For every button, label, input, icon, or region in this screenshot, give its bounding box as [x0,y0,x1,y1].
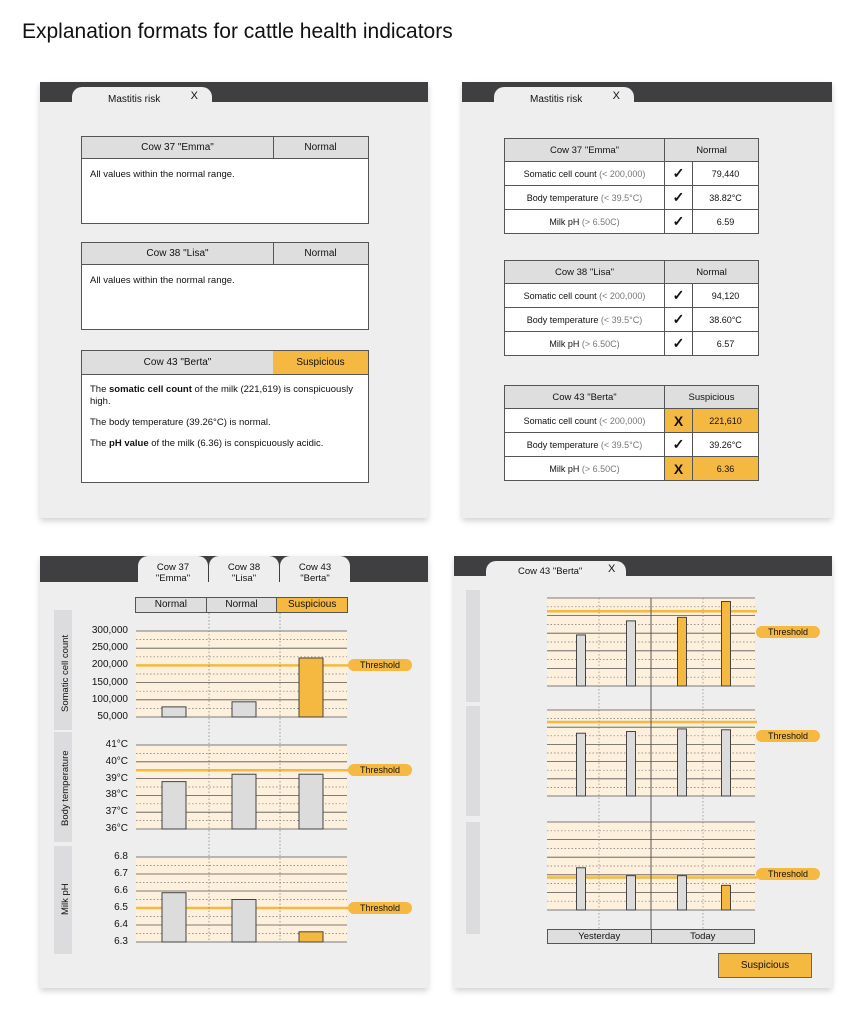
tab-cow-lisa[interactable]: Cow 38 "Lisa" [209,556,279,594]
close-icon[interactable]: X [608,563,616,575]
table-row: Body temperature (< 39.5°C) ✓ 38.82°C [505,186,759,210]
value-cell: 38.82°C [693,186,759,210]
status-badge: Suspicious [665,386,759,409]
tick-label: 39°C [105,772,128,784]
status-badge: Normal [206,597,278,613]
threshold-label: Threshold [756,626,820,638]
cow-name: Cow 37 "Emma" [82,137,274,158]
tick-label: 6.5 [114,902,128,913]
table-row: Milk pH (> 6.50C) X 6.36 [505,457,759,481]
tick-label: 40°C [105,755,128,767]
threshold-label: Threshold [756,730,820,742]
cow-name: Cow 43 "Berta" [505,386,665,409]
cow-name: Cow 38 "Lisa" [505,261,665,284]
threshold-label: Threshold [756,868,820,880]
bar [577,733,586,796]
bar [627,876,636,910]
cow-name: Cow 43 "Berta" [82,351,274,374]
tick-label: 250,000 [91,642,128,654]
cross-icon: X [665,409,693,433]
explanation-line: The pH value of the milk (6.36) is conspicuously acidic. [90,437,324,449]
value-cell: 39.26°C [693,433,759,457]
tick-label: 6.8 [114,851,128,862]
threshold-label: Threshold [348,764,412,776]
tick-label: 300,000 [91,625,128,636]
status-badge: Normal [665,261,759,284]
explanation-line: The body temperature (39.26°C) is normal. [90,416,271,428]
check-icon: ✓ [665,162,693,186]
x-label-today: Today [651,930,755,943]
status-badge: Normal [304,142,337,153]
check-icon: ✓ [665,284,693,308]
bar [232,900,256,943]
tick-label: 6.3 [114,936,128,947]
value-cell: 38.60°C [693,308,759,332]
explanation-line: The somatic cell count of the milk (221,619) is conspicuously high. [90,384,353,407]
bar [299,658,323,717]
axis-label-temperature: Body temperature [60,750,71,826]
table-row: Somatic cell count (< 200,000) X 221,610 [505,409,759,433]
tab-label: Cow 43 "Berta" [518,566,583,577]
bar [722,602,731,686]
axis-label-ph: Milk pH [60,883,71,915]
suspicious-button[interactable]: Suspicious [718,953,812,978]
bar [678,876,687,910]
tick-label: 37°C [105,806,128,818]
main-title: Explanation formats for cattle health indicators [22,20,453,43]
value-cell: 79,440 [693,162,759,186]
bar [577,635,586,686]
axis-label-somatic: Somatic cell count [60,634,71,712]
tick-label: 150,000 [91,676,128,688]
bar [722,730,731,796]
tick-label: 38°C [105,789,128,801]
check-icon: ✓ [665,186,693,210]
cow-name: Cow 37 "Emma" [505,139,665,162]
tick-label: 6.7 [114,868,128,879]
status-badge: Normal [665,139,759,162]
cow-name: Cow 38 "Lisa" [82,243,274,264]
tab-label: Mastitis risk [108,94,161,105]
tick-label: 36°C [105,823,128,834]
bar [232,702,256,717]
bar [232,774,256,829]
tab-label: Mastitis risk [530,94,583,105]
status-badge: Suspicious [276,597,348,613]
threshold-label: Threshold [348,902,412,914]
tick-label: 100,000 [91,693,128,705]
tick-label: 50,000 [97,711,128,722]
check-icon: ✓ [665,210,693,234]
value-cell: 221,610 [693,409,759,433]
cross-icon: X [665,457,693,481]
status-badge: Suspicious [273,351,368,374]
close-icon[interactable]: X [612,90,620,102]
tick-label: 200,000 [91,659,128,671]
check-icon: ✓ [665,433,693,457]
bar [162,893,186,942]
tab-cow-berta[interactable]: Cow 43 "Berta" [280,556,350,594]
table-row: Body temperature (< 39.5°C) ✓ 38.60°C [505,308,759,332]
value-cell: 94,120 [693,284,759,308]
bar [162,707,186,717]
bar [162,782,186,829]
check-icon: ✓ [665,332,693,356]
table-row: Somatic cell count (< 200,000) ✓ 79,440 [505,162,759,186]
bar [299,774,323,829]
table-row: Somatic cell count (< 200,000) ✓ 94,120 [505,284,759,308]
tick-label: 41°C [105,739,128,750]
table-row: Milk pH (> 6.50C) ✓ 6.59 [505,210,759,234]
check-icon: ✓ [665,308,693,332]
bar [299,932,323,942]
bar [678,729,687,796]
value-cell: 6.57 [693,332,759,356]
explanation-text: All values within the normal range. [90,169,235,180]
explanation-text: All values within the normal range. [90,275,235,286]
value-cell: 6.36 [693,457,759,481]
table-row: Body temperature (< 39.5°C) ✓ 39.26°C [505,433,759,457]
bar [678,617,687,686]
table-row: Milk pH (> 6.50C) ✓ 6.57 [505,332,759,356]
tick-label: 6.6 [114,885,128,896]
bar [722,885,731,910]
tab-cow-emma[interactable]: Cow 37 "Emma" [138,556,208,594]
bar [627,621,636,686]
x-label-yesterday: Yesterday [578,931,621,942]
status-badge: Normal [135,597,207,613]
tick-label: 6.4 [114,919,128,930]
status-badge: Normal [304,248,337,259]
bar [577,868,586,910]
close-icon[interactable]: X [190,90,198,102]
value-cell: 6.59 [693,210,759,234]
threshold-label: Threshold [348,659,412,671]
bar [627,732,636,797]
